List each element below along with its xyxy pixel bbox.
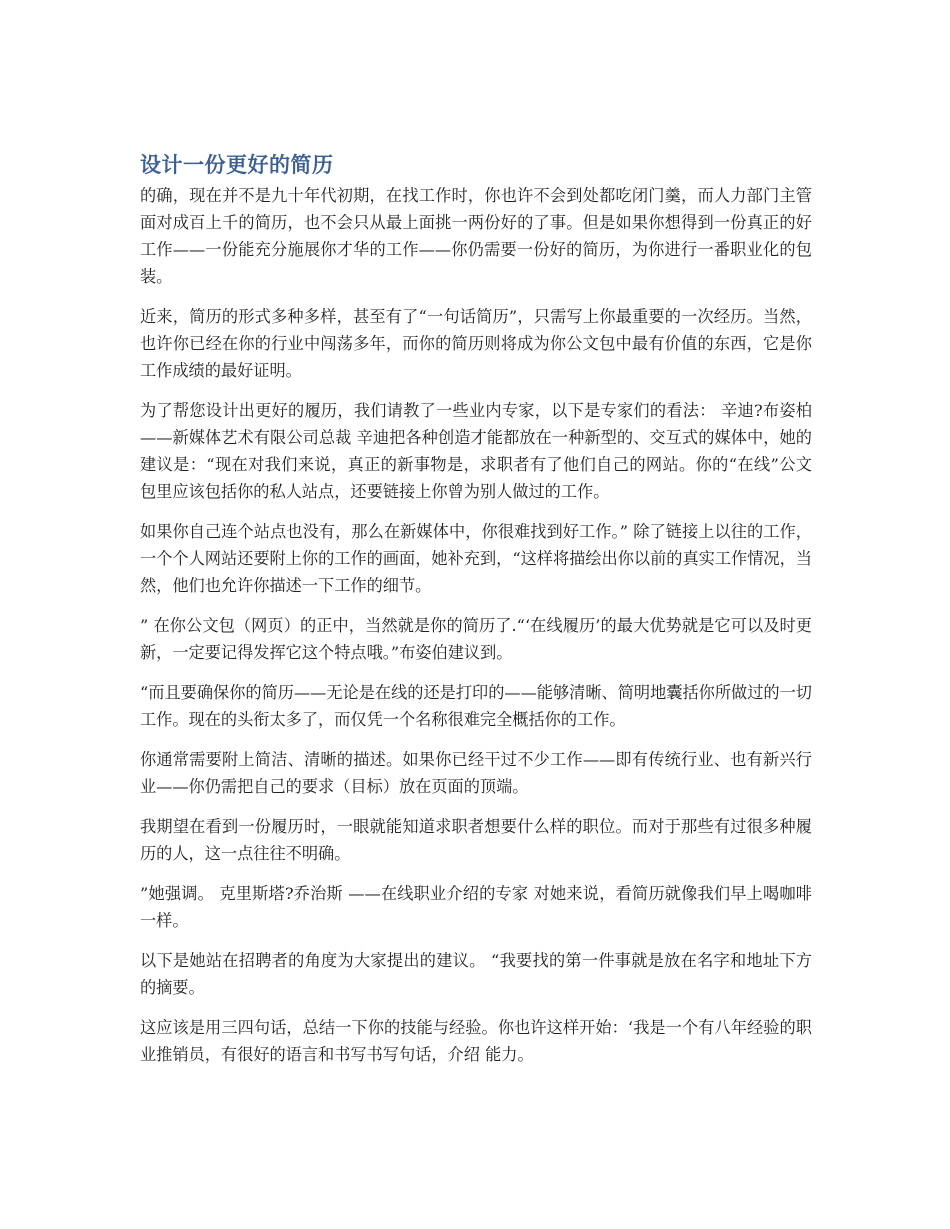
paragraph: 我期望在看到一份履历时，一眼就能知道求职者想要什么样的职位。而对于那些有过很多种履历的人，这一点往往不明确。 bbox=[140, 817, 812, 863]
paragraph: 以下是她站在招聘者的角度为大家提出的建议。 “我要找的第一件事就是放在名字和地址下方的摘要。 bbox=[140, 951, 812, 997]
paragraph: 近来，简历的形式多种多样，甚至有了“一句话简历”，只需写上你最重要的一次经历。当然，也许你已经在你的行业中闯荡多年，而你的简历则将成为你公文包中最有价值的东西，它是你工作成绩的最好证明。 bbox=[140, 307, 812, 380]
paragraph: 的确，现在并不是九十年代初期，在找工作时，你也许不会到处都吃闭门羹，而人力部门主管面对成百上千的简历，也不会只从最上面挑一两份好的了事。但是如果你想得到一份真正的好工作——一份能充分施展你才华的工作——你仍需要一份好的简历，为你进行一番职业化的包装。 bbox=[140, 186, 812, 286]
paragraph: 你通常需要附上简洁、清晰的描述。如果你已经干过不少工作——即有传统行业、也有新兴行业——你仍需把自己的要求（目标）放在页面的顶端。 bbox=[140, 750, 812, 796]
paragraph: ” 在你公文包（网页）的正中，当然就是你的简历了.“‘在线履历’的最大优势就是它可以及时更新，一定要记得发挥它这个特点哦。”布姿伯建议到。 bbox=[140, 616, 812, 662]
paragraph: “而且要确保你的简历——无论是在线的还是打印的——能够清晰、简明地囊括你所做过的一切工作。现在的头衔太多了，而仅凭一个名称很难完全概括你的工作。 bbox=[140, 683, 812, 729]
document-title: 设计一份更好的简历 bbox=[140, 153, 334, 177]
paragraph: 为了帮您设计出更好的履历，我们请教了一些业内专家，以下是专家们的看法： 辛迪?布姿柏 ——新媒体艺术有限公司总裁 辛迪把各种创造才能都放在一种新型的、交互式的媒体中，她的建议是：“现在对我们来说，真正的新事物是，求职者有了他们自己的网站。你的“在线”公文包里应该包括你的私人站点，还要链接上你曾为别人做过的工作。 bbox=[140, 401, 812, 501]
paragraph: 如果你自己连个站点也没有，那么在新媒体中，你很难找到好工作。” 除了链接上以往的工作，一个个人网站还要附上你的工作的画面，她补充到，“这样将描绘出你以前的真实工作情况，当然，他们也允许你描述一下工作的细节。 bbox=[140, 522, 812, 595]
document-body bbox=[140, 150, 812, 1081]
paragraph: ”她强调。 克里斯塔?乔治斯 ——在线职业介绍的专家 对她来说，看简历就像我们早上喝咖啡一样。 bbox=[140, 884, 812, 930]
paragraph: 这应该是用三四句话，总结一下你的技能与经验。你也许这样开始：‘我是一个有八年经验的职业推销员，有很好的语言和书写书写句话，介绍 能力。 bbox=[140, 1018, 812, 1064]
